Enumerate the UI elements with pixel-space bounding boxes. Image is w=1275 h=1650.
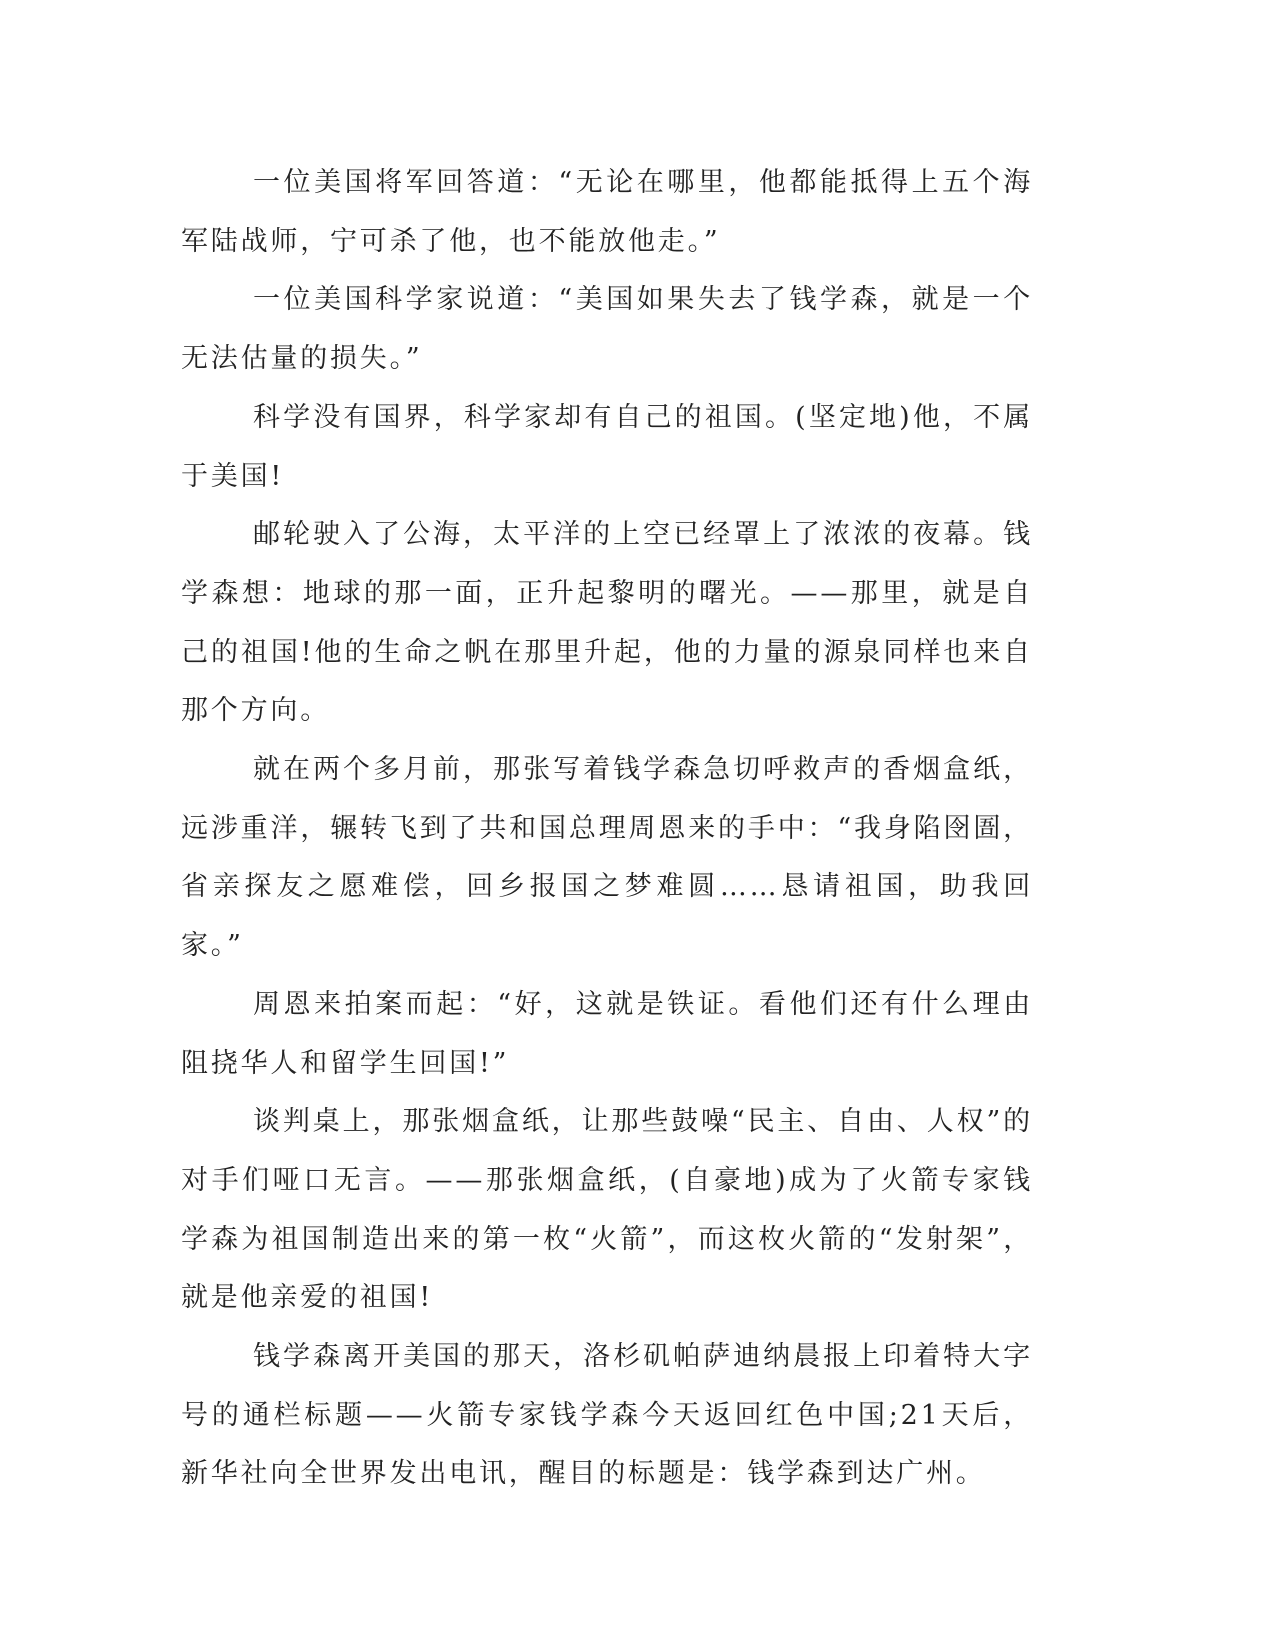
- paragraph: 邮轮驶入了公海，太平洋的上空已经罩上了浓浓的夜幕。钱学森想：地球的那一面，正升起黎明的曙光。——那里，就是自己的祖国!他的生命之帆在那里升起，他的力量的源泉同样也来自那个方向。: [181, 519, 1033, 727]
- paragraph: 科学没有国界，科学家却有自己的祖国。(坚定地)他，不属于美国!: [181, 401, 1033, 492]
- paragraph: 周恩来拍案而起：“好，这就是铁证。看他们还有什么理由阻挠华人和留学生回国!”: [181, 988, 1033, 1079]
- paragraph: 一位美国将军回答道：“无论在哪里，他都能抵得上五个海军陆战师，宁可杀了他，也不能放他走。”: [181, 167, 1033, 257]
- paragraph: 谈判桌上，那张烟盒纸，让那些鼓噪“民主、自由、人权”的对手们哑口无言。——那张烟盒纸，(自豪地)成为了火箭专家钱学森为祖国制造出来的第一枚“火箭”，而这枚火箭的“发射架”，就是他亲爱的祖国!: [181, 1106, 1033, 1314]
- paragraph: 钱学森离开美国的那天，洛杉矶帕萨迪纳晨报上印着特大字号的通栏标题——火箭专家钱学森今天返回红色中国;21天后，新华社向全世界发出电讯，醒目的标题是：钱学森到达广州。: [181, 1341, 1033, 1490]
- paragraph: 就在两个多月前，那张写着钱学森急切呼救声的香烟盒纸，远涉重洋，辗转飞到了共和国总理周恩来的手中：“我身陷囹圄，省亲探友之愿难偿，回乡报国之梦难圆……恳请祖国，助我回家。”: [181, 754, 1033, 962]
- paragraph: 一位美国科学家说道：“美国如果失去了钱学森，就是一个无法估量的损失。”: [181, 284, 1033, 375]
- document-body: [181, 154, 1033, 1504]
